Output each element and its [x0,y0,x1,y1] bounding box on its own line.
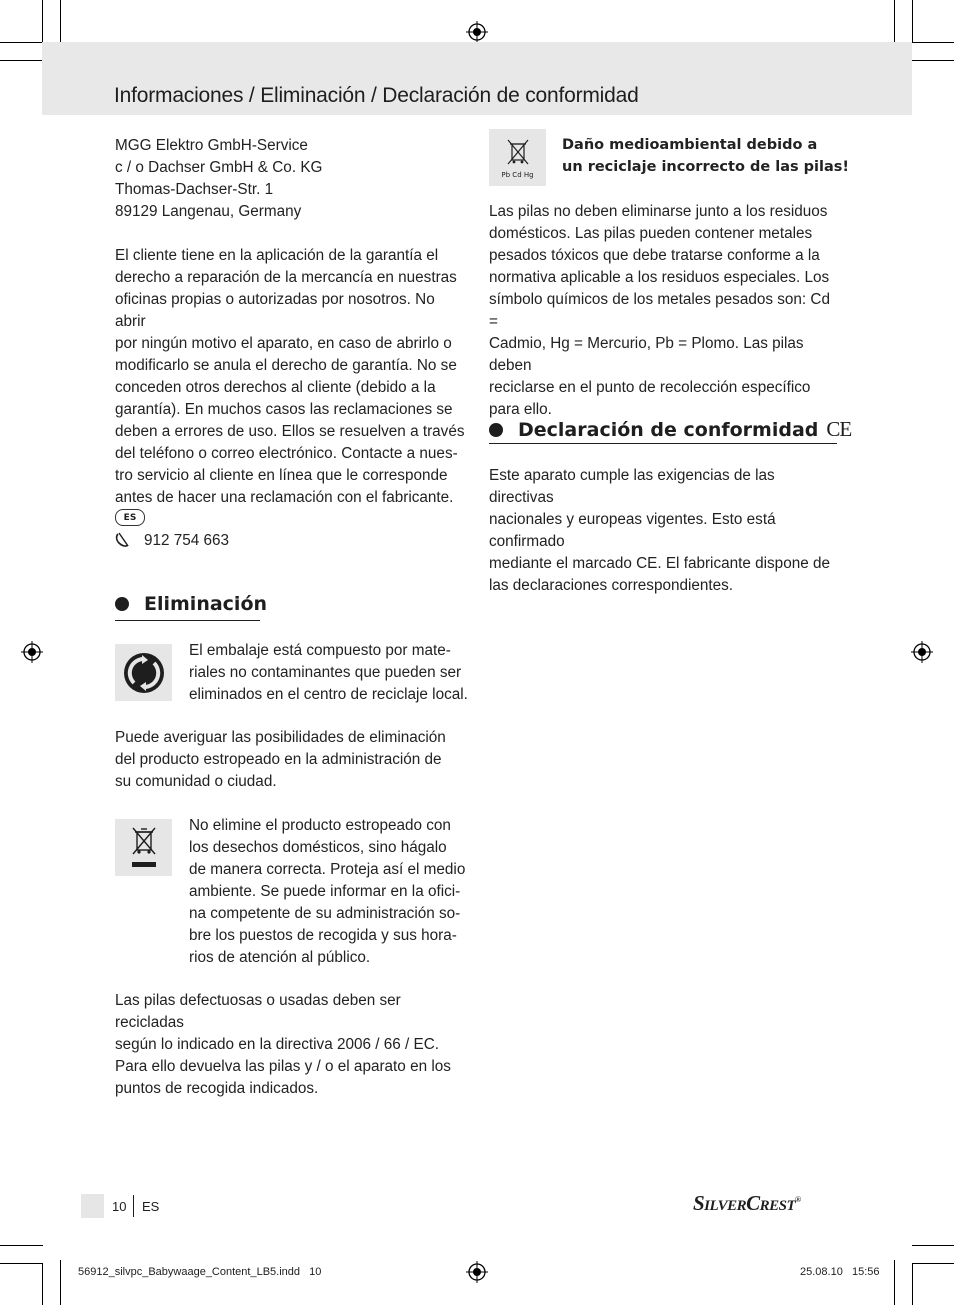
battery-warning [562,134,852,178]
text-line: deben a errores de uso. Ellos se resuelven a través [115,423,465,440]
crop-mark [0,1263,43,1264]
text-line: oficinas propias o autorizadas por nosotros. No abrir [115,291,435,330]
registration-mark-icon [21,641,43,663]
text-line: para ello. [489,401,552,418]
text-line: normativa aplicable a los residuos especiales. Los [489,269,830,286]
file-name: 56912_silvpc_Babywaage_Content_LB5.indd 10 [78,1266,322,1278]
crop-mark [60,0,61,45]
registration-mark-icon [911,641,933,663]
crop-mark [0,42,43,43]
bullet-icon [115,597,129,611]
section-heading-text: Declaración de conformidad [518,418,819,441]
registration-mark-icon [466,21,488,43]
crop-mark [912,1263,954,1264]
crop-mark [912,60,954,61]
text-line: conceden otros derechos al cliente (debido a la [115,379,436,396]
warning-line: Daño medioambiental debido a [562,137,818,153]
disposal-paragraph [115,727,465,793]
service-address [115,135,465,223]
crop-mark [912,1245,954,1246]
battery-directive-paragraph [115,990,465,1100]
section-heading-text: Eliminación [144,593,268,615]
heading-underline [489,443,837,444]
print-timestamp: 25.08.10 15:56 [800,1266,880,1278]
text-line: ambiente. Se puede informar en la ofici- [189,883,461,900]
text-line: bre los puestos de recogida y sus hora- [189,927,457,944]
crop-mark [912,1263,913,1305]
page-number-box [81,1194,104,1218]
text-line: del producto estropeado en la administración de [115,751,442,768]
text-line: Cadmio, Hg = Mercurio, Pb = Plomo. Las pilas deben [489,335,804,374]
crop-mark [894,0,895,45]
crop-mark [42,0,43,42]
text-line: Para ello devuelva las pilas y / o el aparato en los [115,1058,451,1075]
text-line: derecho a reparación de la mercancía en nuestras [115,269,457,286]
conformity-paragraph [489,465,841,597]
text-line: Puede averiguar las posibilidades de eliminación [115,729,446,746]
text-line: Las pilas no deben eliminarse junto a los residuos [489,203,828,220]
text-line: modificarlo se anula el derecho de garantía. No se [115,357,457,374]
bullet-icon [489,423,503,437]
text-line: pesados tóxicos que debe tratarse conforme a la [489,247,820,264]
warranty-paragraph [115,245,465,509]
text-line: reciclarse en el punto de recolección específico [489,379,811,396]
warning-line: un reciclaje incorrecto de las pilas! [562,159,850,175]
brand-logo: SilverCrest® [693,1191,801,1215]
text-line: tro servicio al cliente en línea que le corresponde [115,467,448,484]
text-line: riales no contaminantes que pueden ser [189,664,462,681]
text-line: nacionales y europeas vigentes. Esto está confirmado [489,511,776,550]
crop-mark [912,42,954,43]
green-dot-icon [115,644,172,701]
text-line: su comunidad o ciudad. [115,773,277,790]
text-line: na competente de su administración so- [189,905,461,922]
text-line: los desechos domésticos, sino hágalo [189,839,447,856]
crossed-out-bin-icon [115,819,172,876]
ce-mark-icon: CE [826,417,852,441]
crop-mark [42,1263,43,1305]
address-line: c / o Dachser GmbH & Co. KG [115,159,323,176]
text-line: mediante el marcado CE. El fabricante dispone de [489,555,830,572]
page-number: 10 [112,1199,127,1214]
text-line: El cliente tiene en la aplicación de la garantía el [115,247,439,264]
language-code: ES [142,1199,160,1214]
battery-paragraph [489,201,841,421]
phone-icon [115,532,131,548]
text-line: símbolo químicos de los metales pesados son: Cd = [489,291,830,330]
brand-name: SilverCrest [693,1191,796,1215]
phone-number: 912 754 663 [144,532,230,549]
text-line: eliminados en el centro de reciclaje local. [189,686,468,703]
text-line: Este aparato cumple las exigencias de las directivas [489,467,775,506]
text-line: las declaraciones correspondientes. [489,577,734,594]
section-heading-eliminacion [115,593,267,615]
text-line: del teléfono o correo electrónico. Contacte a nues- [115,445,458,462]
crop-mark [894,1260,895,1305]
text-line: No elimine el producto estropeado con [189,817,451,834]
text-line: rios de atención al público. [189,949,371,966]
weee-paragraph [189,815,474,969]
text-line: domésticos. Las pilas pueden contener metales [489,225,813,242]
address-line: MGG Elektro GmbH-Service [115,137,308,154]
text-line: puntos de recogida indicados. [115,1080,319,1097]
crop-mark [60,1260,61,1305]
battery-disposal-icon [489,129,546,186]
crop-mark [0,1245,43,1246]
battery-icon-label: Pb Cd Hg [501,170,534,179]
crop-mark [0,60,43,61]
text-line: según lo indicado en la directiva 2006 / 66 / EC. [115,1036,439,1053]
crop-mark [912,0,913,42]
text-line: por ningún motivo el aparato, en caso de abrirlo o [115,335,452,352]
footer-divider [133,1195,134,1217]
text-line: Las pilas defectuosas o usadas deben ser recicladas [115,992,401,1031]
section-heading-conformidad [489,417,851,442]
text-line: El embalaje está compuesto por mate- [189,642,451,659]
text-line: antes de hacer una reclamación con el fabricante. [115,489,454,506]
text-line: de manera correcta. Proteja así el medio [189,861,466,878]
heading-underline [115,620,260,621]
address-line: 89129 Langenau, Germany [115,203,302,220]
text-line: garantía). En muchos casos las reclamaciones se [115,401,453,418]
page-title: Informaciones / Eliminación / Declaración de conformidad [114,84,639,107]
address-line: Thomas-Dachser-Str. 1 [115,181,274,198]
registration-mark-icon [466,1261,488,1283]
country-badge: ES [115,509,145,526]
packaging-paragraph [189,640,474,706]
